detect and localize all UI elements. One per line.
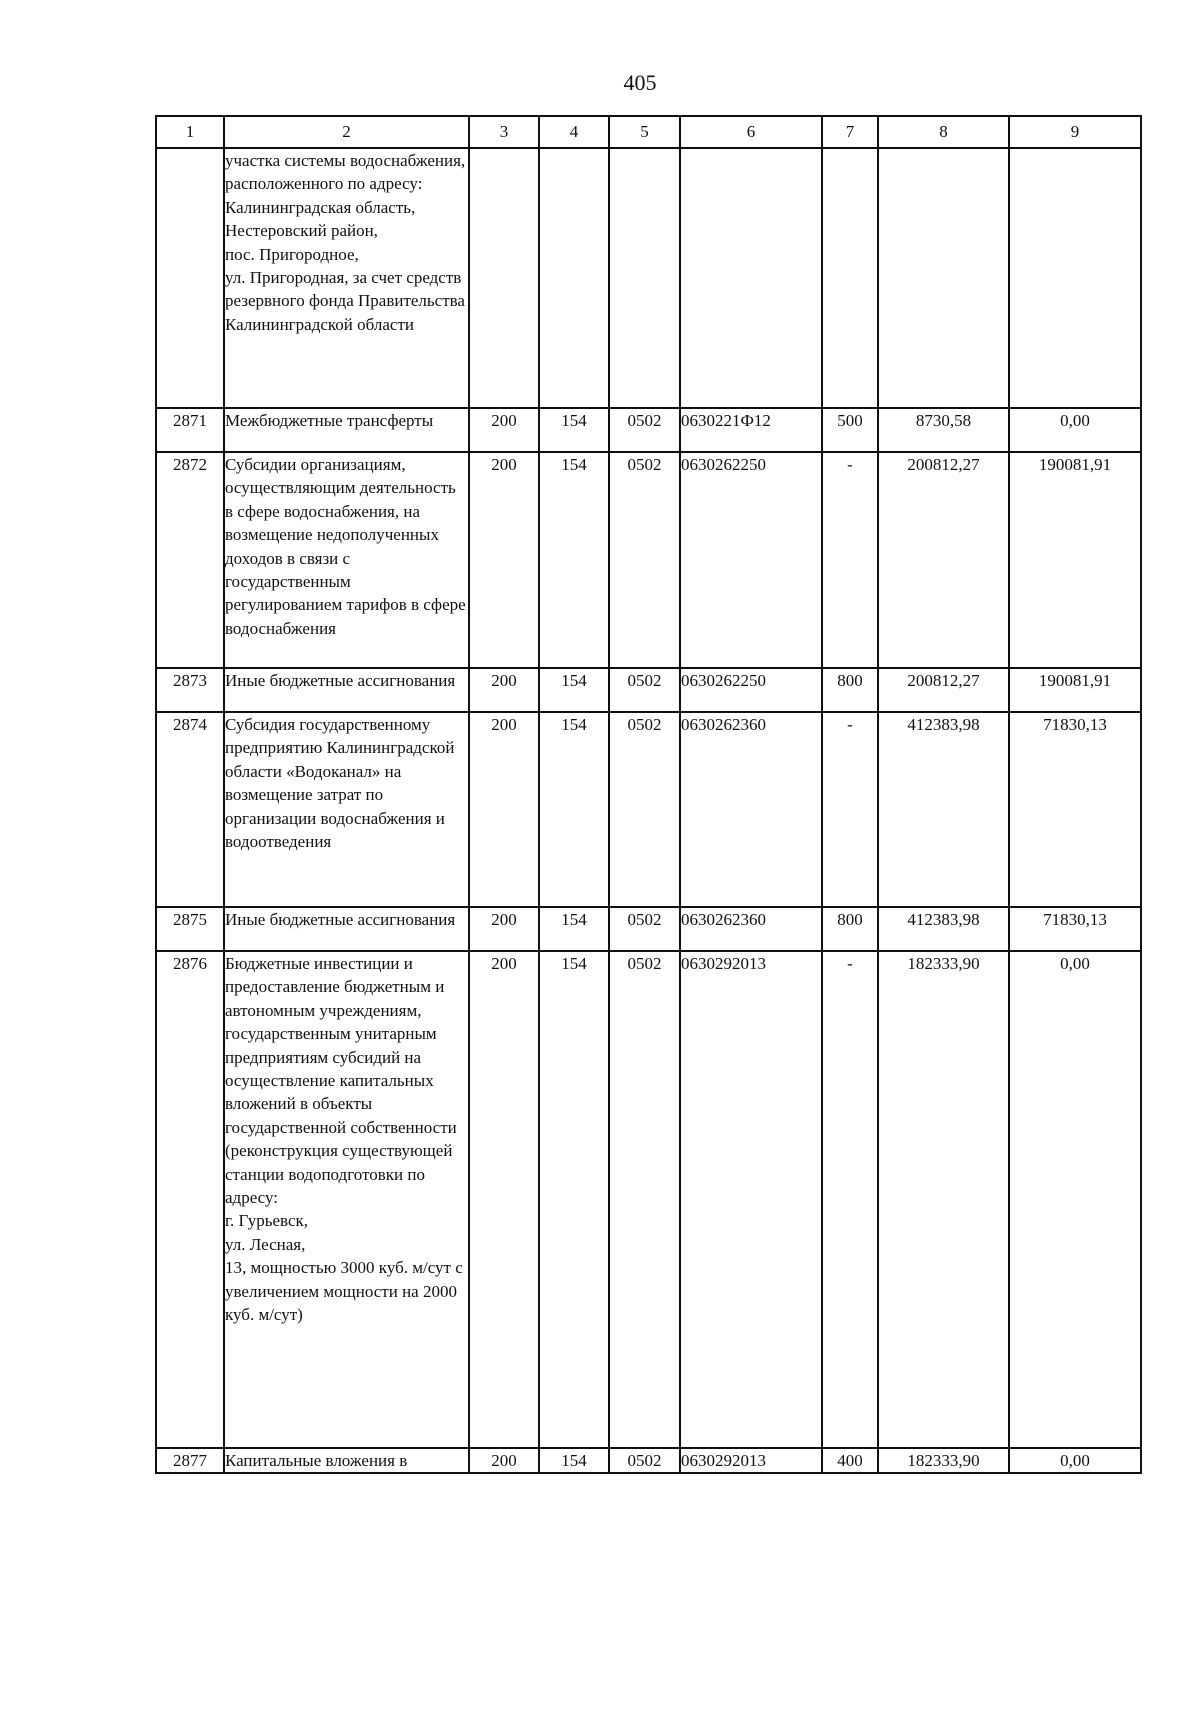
col3-cell: 200 [469,712,539,907]
col-header-4: 4 [539,116,609,148]
col6-code-cell: 0630262250 [680,668,822,712]
col7-cell: 800 [822,907,878,951]
col4-cell: 154 [539,1448,609,1473]
col5-cell: 0502 [609,907,680,951]
col5-cell [609,148,680,408]
col6-code-cell: 0630262250 [680,452,822,668]
col7-cell: 500 [822,408,878,452]
col4-cell: 154 [539,408,609,452]
table-row [156,148,1141,408]
description-cell: Иные бюджетные ассигнования [224,668,469,712]
col7-cell: - [822,951,878,1448]
table-row [156,668,1141,712]
col6-code-cell: 0630292013 [680,951,822,1448]
col8-amount-cell: 182333,90 [878,951,1009,1448]
col9-amount-cell: 71830,13 [1009,907,1141,951]
table-row [156,907,1141,951]
col3-cell: 200 [469,1448,539,1473]
row-number-cell: 2876 [156,951,224,1448]
col7-cell: - [822,452,878,668]
col4-cell: 154 [539,712,609,907]
table-row [156,1448,1141,1473]
row-number-cell: 2875 [156,907,224,951]
col8-amount-cell: 412383,98 [878,712,1009,907]
table-body [156,148,1141,1473]
table-row [156,712,1141,907]
col3-cell: 200 [469,951,539,1448]
col5-cell: 0502 [609,452,680,668]
col-header-7: 7 [822,116,878,148]
col-header-9: 9 [1009,116,1141,148]
col9-amount-cell: 190081,91 [1009,452,1141,668]
description-cell: Межбюджетные трансферты [224,408,469,452]
row-number-cell: 2877 [156,1448,224,1473]
col8-amount-cell [878,148,1009,408]
col8-amount-cell: 200812,27 [878,452,1009,668]
col5-cell: 0502 [609,712,680,907]
description-cell: Капитальные вложения в [224,1448,469,1473]
col4-cell [539,148,609,408]
page-number: 405 [623,70,657,95]
table-header [156,116,1141,148]
col9-amount-cell: 0,00 [1009,408,1141,452]
row-number-cell: 2873 [156,668,224,712]
col-header-5: 5 [609,116,680,148]
col-header-2: 2 [224,116,469,148]
col4-cell: 154 [539,951,609,1448]
col9-amount-cell: 0,00 [1009,951,1141,1448]
description-cell: Бюджетные инвестиции и предоставление бюджетным и автономным учреждениям, государственным унитарным предприятиям субсидий на осуществление капитальных вложений в объекты государственной собственности (реконструкция существующей станции водоподготовки по адресу: г. Гурьевск, ул. Лесная, 13, мощностью 3000 куб. м/сут с увеличением мощности на 2000 куб. м/сут) [224,951,469,1448]
col9-amount-cell: 71830,13 [1009,712,1141,907]
description-cell: участка системы водоснабжения, расположенного по адресу: Калининградская область, Нестеровский район, пос. Пригородное, ул. Пригородная, за счет средств резервного фонда Правительства Калининградской области [224,148,469,408]
col8-amount-cell: 200812,27 [878,668,1009,712]
header-row [156,116,1141,148]
description-cell: Субсидия государственному предприятию Калининградской области «Водоканал» на возмещение затрат по организации водоснабжения и водоотведения [224,712,469,907]
col7-cell: 800 [822,668,878,712]
table-row [156,452,1141,668]
col3-cell: 200 [469,408,539,452]
description-cell: Иные бюджетные ассигнования [224,907,469,951]
col-header-1: 1 [156,116,224,148]
col3-cell: 200 [469,668,539,712]
col4-cell: 154 [539,907,609,951]
col8-amount-cell: 412383,98 [878,907,1009,951]
col6-code-cell [680,148,822,408]
col6-code-cell: 0630262360 [680,712,822,907]
col9-amount-cell: 190081,91 [1009,668,1141,712]
col4-cell: 154 [539,668,609,712]
col5-cell: 0502 [609,408,680,452]
row-number-cell [156,148,224,408]
budget-table [155,115,1142,1474]
col6-code-cell: 0630262360 [680,907,822,951]
col7-cell: 400 [822,1448,878,1473]
col8-amount-cell: 182333,90 [878,1448,1009,1473]
row-number-cell: 2874 [156,712,224,907]
col4-cell: 154 [539,452,609,668]
col3-cell [469,148,539,408]
col-header-3: 3 [469,116,539,148]
col-header-6: 6 [680,116,822,148]
col3-cell: 200 [469,452,539,668]
col9-amount-cell: 0,00 [1009,1448,1141,1473]
col9-amount-cell [1009,148,1141,408]
col6-code-cell: 0630292013 [680,1448,822,1473]
col6-code-cell: 0630221Ф12 [680,408,822,452]
col7-cell: - [822,712,878,907]
col5-cell: 0502 [609,1448,680,1473]
col5-cell: 0502 [609,668,680,712]
col-header-8: 8 [878,116,1009,148]
col8-amount-cell: 8730,58 [878,408,1009,452]
col3-cell: 200 [469,907,539,951]
col5-cell: 0502 [609,951,680,1448]
row-number-cell: 2872 [156,452,224,668]
row-number-cell: 2871 [156,408,224,452]
table-row [156,951,1141,1448]
table-row [156,408,1141,452]
description-cell: Субсидии организациям, осуществляющим деятельность в сфере водоснабжения, на возмещение недополученных доходов в связи с государственным регулированием тарифов в сфере водоснабжения [224,452,469,668]
col7-cell [822,148,878,408]
